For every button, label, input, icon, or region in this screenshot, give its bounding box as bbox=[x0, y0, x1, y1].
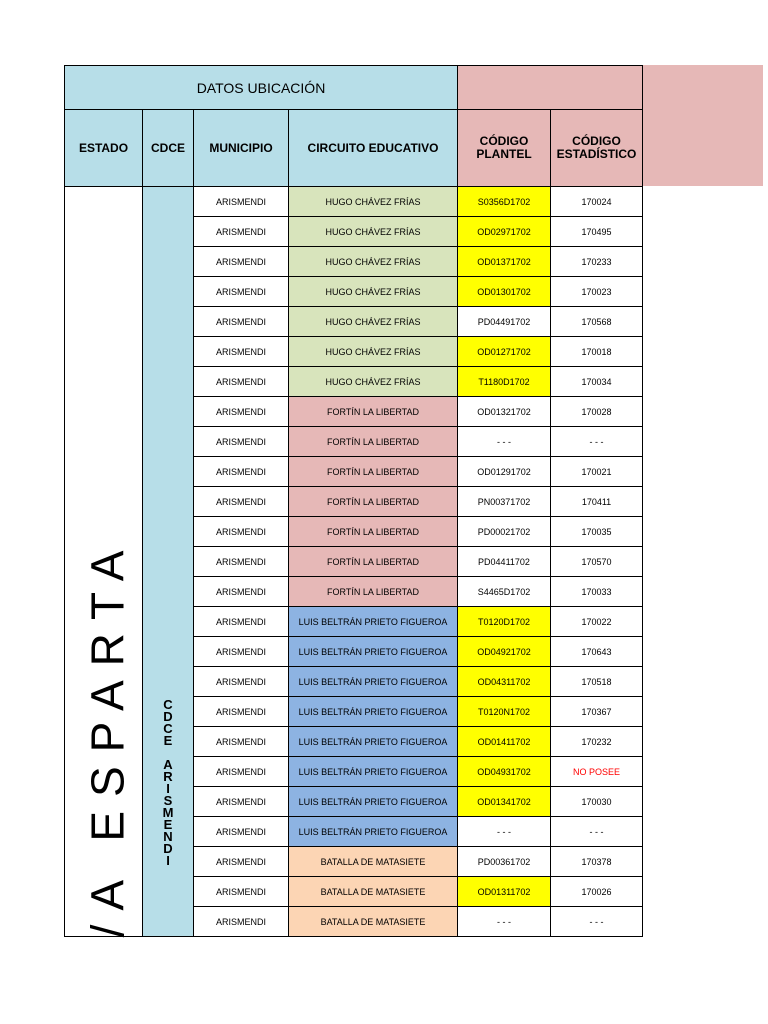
municipio-cell[interactable]: ARISMENDI bbox=[194, 187, 289, 217]
codigo-estadistico-cell[interactable]: NO POSEE bbox=[551, 757, 643, 787]
codigo-plantel-cell[interactable]: OD01291702 bbox=[458, 457, 551, 487]
codigo-plantel-cell[interactable]: - - - bbox=[458, 907, 551, 937]
codigo-estadistico-cell[interactable]: 170035 bbox=[551, 517, 643, 547]
codigo-estadistico-cell[interactable]: 170568 bbox=[551, 307, 643, 337]
header-line: CÓDIGO bbox=[572, 134, 621, 148]
codigo-plantel-cell[interactable]: OD01411702 bbox=[458, 727, 551, 757]
estado-label: /A ESPARTA bbox=[81, 536, 133, 938]
codigo-plantel-cell[interactable]: - - - bbox=[458, 427, 551, 457]
codigo-estadistico-cell[interactable]: 170570 bbox=[551, 547, 643, 577]
circuito-cell[interactable]: FORTÍN LA LIBERTAD bbox=[289, 457, 458, 487]
municipio-cell[interactable]: ARISMENDI bbox=[194, 607, 289, 637]
municipio-cell[interactable]: ARISMENDI bbox=[194, 337, 289, 367]
codigo-plantel-cell[interactable]: S4465D1702 bbox=[458, 577, 551, 607]
circuito-cell[interactable]: LUIS BELTRÁN PRIETO FIGUEROA bbox=[289, 607, 458, 637]
codigo-estadistico-cell[interactable]: 170033 bbox=[551, 577, 643, 607]
group-header-codigos bbox=[458, 66, 643, 110]
codigo-estadistico-cell[interactable]: 170367 bbox=[551, 697, 643, 727]
municipio-cell[interactable]: ARISMENDI bbox=[194, 877, 289, 907]
codigo-plantel-cell[interactable]: T0120D1702 bbox=[458, 607, 551, 637]
codigo-plantel-cell[interactable]: S0356D1702 bbox=[458, 187, 551, 217]
codigo-plantel-cell[interactable]: OD01341702 bbox=[458, 787, 551, 817]
municipio-cell[interactable]: ARISMENDI bbox=[194, 697, 289, 727]
circuito-cell[interactable]: FORTÍN LA LIBERTAD bbox=[289, 577, 458, 607]
circuito-cell[interactable]: BATALLA DE MATASIETE bbox=[289, 877, 458, 907]
circuito-cell[interactable]: HUGO CHÁVEZ FRÍAS bbox=[289, 277, 458, 307]
municipio-cell[interactable]: ARISMENDI bbox=[194, 787, 289, 817]
circuito-cell[interactable]: LUIS BELTRÁN PRIETO FIGUEROA bbox=[289, 667, 458, 697]
circuito-cell[interactable]: BATALLA DE MATASIETE bbox=[289, 847, 458, 877]
group-header-datos-ubicacion: DATOS UBICACIÓN bbox=[65, 66, 458, 110]
codigo-estadistico-cell[interactable]: 170030 bbox=[551, 787, 643, 817]
codigo-plantel-cell[interactable]: PD00021702 bbox=[458, 517, 551, 547]
cdce-letter: C bbox=[163, 697, 173, 712]
circuito-cell[interactable]: HUGO CHÁVEZ FRÍAS bbox=[289, 337, 458, 367]
circuito-cell[interactable]: LUIS BELTRÁN PRIETO FIGUEROA bbox=[289, 787, 458, 817]
municipio-cell[interactable]: ARISMENDI bbox=[194, 517, 289, 547]
codigo-plantel-cell[interactable]: T0120N1702 bbox=[458, 697, 551, 727]
municipio-cell[interactable]: ARISMENDI bbox=[194, 217, 289, 247]
cdce-label bbox=[143, 699, 193, 867]
column-header-codigo-estadistico[interactable] bbox=[551, 110, 643, 187]
codigo-estadistico-cell[interactable]: 170518 bbox=[551, 667, 643, 697]
cdce-letter: E bbox=[163, 733, 173, 748]
circuito-cell[interactable]: LUIS BELTRÁN PRIETO FIGUEROA bbox=[289, 817, 458, 847]
table-row bbox=[65, 187, 643, 217]
municipio-cell[interactable]: ARISMENDI bbox=[194, 907, 289, 937]
circuito-cell[interactable]: FORTÍN LA LIBERTAD bbox=[289, 397, 458, 427]
circuito-cell[interactable]: FORTÍN LA LIBERTAD bbox=[289, 517, 458, 547]
municipio-cell[interactable]: ARISMENDI bbox=[194, 307, 289, 337]
codigo-estadistico-cell[interactable]: 170232 bbox=[551, 727, 643, 757]
municipio-cell[interactable]: ARISMENDI bbox=[194, 727, 289, 757]
codigo-plantel-cell[interactable]: OD01371702 bbox=[458, 247, 551, 277]
codigo-estadistico-cell[interactable]: 170026 bbox=[551, 877, 643, 907]
circuito-cell[interactable]: LUIS BELTRÁN PRIETO FIGUEROA bbox=[289, 757, 458, 787]
municipio-cell[interactable]: ARISMENDI bbox=[194, 397, 289, 427]
municipio-cell[interactable]: ARISMENDI bbox=[194, 427, 289, 457]
codigo-plantel-cell[interactable]: OD02971702 bbox=[458, 217, 551, 247]
cdce-letter: A bbox=[163, 757, 173, 772]
cdce-letter: I bbox=[166, 853, 170, 868]
municipio-cell[interactable]: ARISMENDI bbox=[194, 847, 289, 877]
column-header-cdce[interactable]: CDCE bbox=[143, 110, 194, 187]
circuito-cell[interactable]: FORTÍN LA LIBERTAD bbox=[289, 547, 458, 577]
column-header-estado[interactable]: ESTADO bbox=[65, 110, 143, 187]
codigo-estadistico-cell[interactable]: - - - bbox=[551, 427, 643, 457]
codigo-plantel-cell[interactable]: PD04411702 bbox=[458, 547, 551, 577]
municipio-cell[interactable]: ARISMENDI bbox=[194, 547, 289, 577]
codigo-estadistico-cell[interactable]: 170018 bbox=[551, 337, 643, 367]
cdce-letter: N bbox=[163, 829, 173, 844]
estado-cell[interactable] bbox=[65, 187, 143, 937]
circuito-cell[interactable]: LUIS BELTRÁN PRIETO FIGUEROA bbox=[289, 727, 458, 757]
circuito-cell[interactable]: HUGO CHÁVEZ FRÍAS bbox=[289, 217, 458, 247]
circuito-cell[interactable]: HUGO CHÁVEZ FRÍAS bbox=[289, 247, 458, 277]
codigo-plantel-cell[interactable]: PD00361702 bbox=[458, 847, 551, 877]
spreadsheet-table bbox=[64, 65, 643, 937]
codigo-estadistico-cell[interactable]: - - - bbox=[551, 907, 643, 937]
municipio-cell[interactable]: ARISMENDI bbox=[194, 277, 289, 307]
circuito-cell[interactable]: FORTÍN LA LIBERTAD bbox=[289, 427, 458, 457]
codigo-plantel-cell[interactable]: OD04311702 bbox=[458, 667, 551, 697]
codigo-plantel-cell[interactable]: OD04921702 bbox=[458, 637, 551, 667]
column-header-circuito[interactable]: CIRCUITO EDUCATIVO bbox=[289, 110, 458, 187]
header-line: CÓDIGO bbox=[479, 134, 529, 148]
codigo-plantel-cell[interactable]: OD01321702 bbox=[458, 397, 551, 427]
municipio-cell[interactable]: ARISMENDI bbox=[194, 817, 289, 847]
codigo-plantel-cell[interactable]: OD01271702 bbox=[458, 337, 551, 367]
circuito-cell[interactable]: LUIS BELTRÁN PRIETO FIGUEROA bbox=[289, 697, 458, 727]
codigo-plantel-cell[interactable]: OD04931702 bbox=[458, 757, 551, 787]
header-line: PLANTEL bbox=[476, 147, 532, 161]
municipio-cell[interactable]: ARISMENDI bbox=[194, 367, 289, 397]
column-header-codigo-plantel[interactable] bbox=[458, 110, 551, 187]
codigo-plantel-cell[interactable]: T1180D1702 bbox=[458, 367, 551, 397]
codigo-plantel-cell[interactable]: PN00371702 bbox=[458, 487, 551, 517]
municipio-cell[interactable]: ARISMENDI bbox=[194, 667, 289, 697]
cdce-cell[interactable] bbox=[143, 187, 194, 937]
circuito-cell[interactable]: HUGO CHÁVEZ FRÍAS bbox=[289, 367, 458, 397]
circuito-cell[interactable]: HUGO CHÁVEZ FRÍAS bbox=[289, 187, 458, 217]
cdce-letter: S bbox=[163, 793, 173, 808]
municipio-cell[interactable]: ARISMENDI bbox=[194, 487, 289, 517]
cdce-letter: C bbox=[163, 721, 173, 736]
codigo-estadistico-cell[interactable]: 170495 bbox=[551, 217, 643, 247]
codigo-estadistico-cell[interactable]: 170028 bbox=[551, 397, 643, 427]
codigo-plantel-cell[interactable]: OD01301702 bbox=[458, 277, 551, 307]
estado-label-wrap bbox=[81, 527, 133, 947]
circuito-cell[interactable]: FORTÍN LA LIBERTAD bbox=[289, 487, 458, 517]
codigo-plantel-cell[interactable]: OD01311702 bbox=[458, 877, 551, 907]
codigo-estadistico-cell[interactable]: 170021 bbox=[551, 457, 643, 487]
municipio-cell[interactable]: ARISMENDI bbox=[194, 247, 289, 277]
cdce-letter: D bbox=[163, 841, 173, 856]
codigo-estadistico-cell[interactable]: 170034 bbox=[551, 367, 643, 397]
municipio-cell[interactable]: ARISMENDI bbox=[194, 757, 289, 787]
circuito-cell[interactable]: LUIS BELTRÁN PRIETO FIGUEROA bbox=[289, 637, 458, 667]
circuito-cell[interactable]: BATALLA DE MATASIETE bbox=[289, 907, 458, 937]
municipio-cell[interactable]: ARISMENDI bbox=[194, 577, 289, 607]
codigo-estadistico-cell[interactable]: 170643 bbox=[551, 637, 643, 667]
codigo-estadistico-cell[interactable]: - - - bbox=[551, 817, 643, 847]
codigo-estadistico-cell[interactable]: 170233 bbox=[551, 247, 643, 277]
circuito-cell[interactable]: HUGO CHÁVEZ FRÍAS bbox=[289, 307, 458, 337]
municipio-cell[interactable]: ARISMENDI bbox=[194, 637, 289, 667]
cdce-letter: R bbox=[163, 769, 173, 784]
codigo-estadistico-cell[interactable]: 170024 bbox=[551, 187, 643, 217]
cdce-letter: M bbox=[162, 805, 174, 820]
codigo-estadistico-cell[interactable]: 170022 bbox=[551, 607, 643, 637]
codigo-estadistico-cell[interactable]: 170411 bbox=[551, 487, 643, 517]
codigo-estadistico-cell[interactable]: 170023 bbox=[551, 277, 643, 307]
codigo-plantel-cell[interactable]: PD04491702 bbox=[458, 307, 551, 337]
codigo-estadistico-cell[interactable]: 170378 bbox=[551, 847, 643, 877]
municipio-cell[interactable]: ARISMENDI bbox=[194, 457, 289, 487]
cdce-letter: E bbox=[163, 817, 173, 832]
cdce-letter: I bbox=[166, 781, 170, 796]
header-line: ESTADÍSTICO bbox=[556, 147, 637, 161]
column-header-municipio[interactable]: MUNICIPIO bbox=[194, 110, 289, 187]
cdce-letter: D bbox=[163, 709, 173, 724]
codigo-plantel-cell[interactable]: - - - bbox=[458, 817, 551, 847]
